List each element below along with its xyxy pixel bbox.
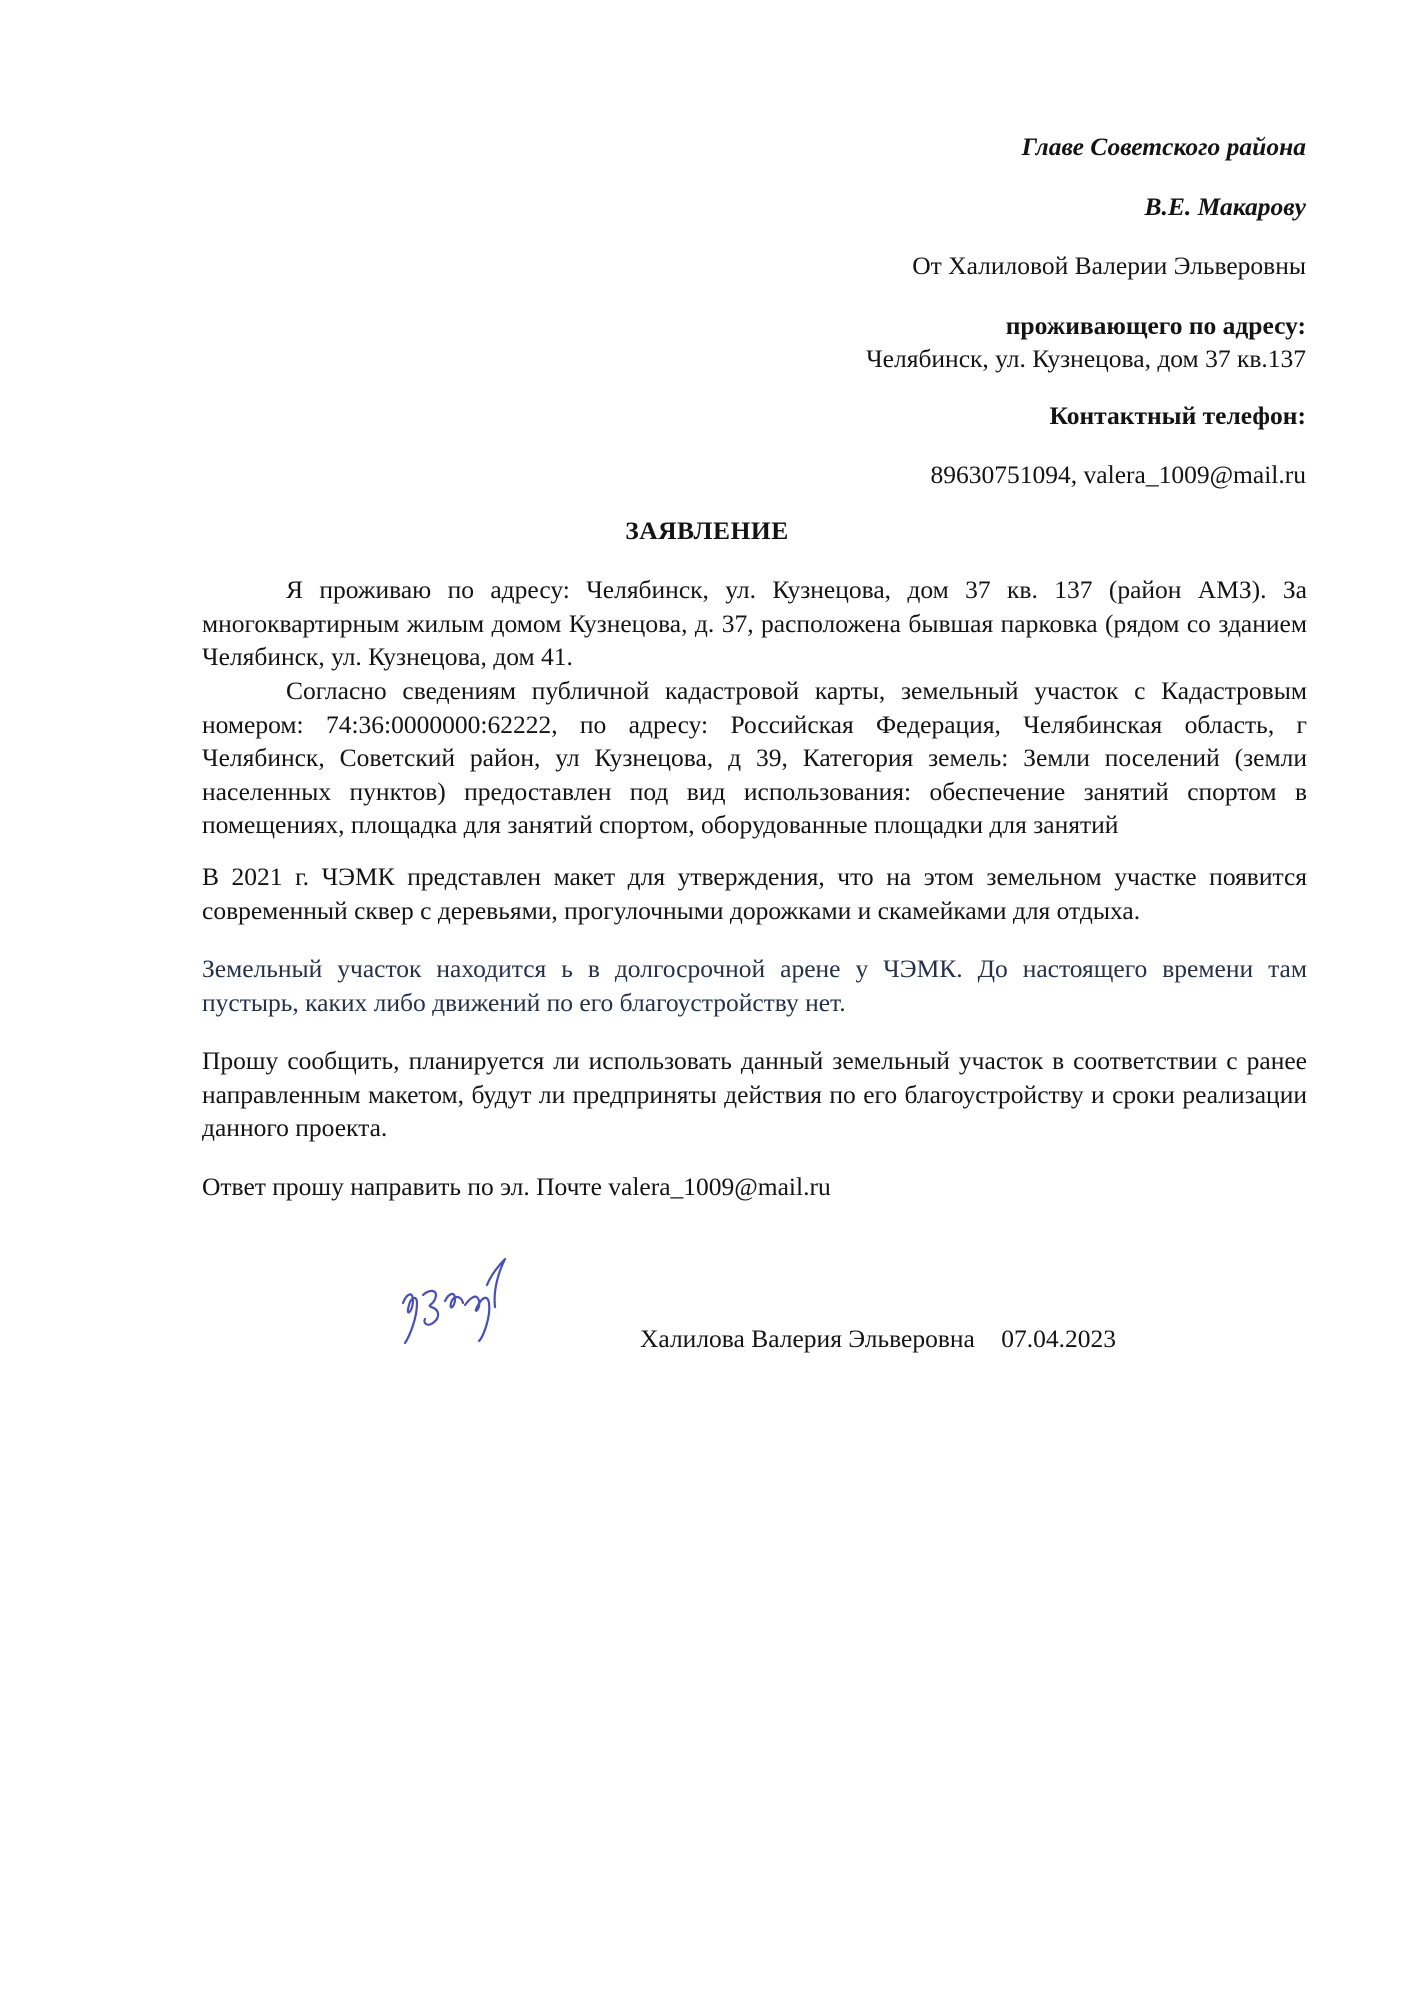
paragraph-3: В 2021 г. ЧЭМК представлен макет для утверждения, что на этом земельном участке появится современный сквер с деревьями, прогулочными дорожками и скамейками для отдыха. [202, 862, 1307, 925]
signature-name: Халилова Валерия Эльверовна [640, 1324, 975, 1353]
addressee-line-4: проживающего по адресу: [1005, 311, 1306, 340]
signature-block [640, 1324, 1116, 1354]
addressee-line-1: Главе Советского района [1021, 132, 1306, 161]
paragraph-4: Земельный участок находится ь в долгосрочной арене у ЧЭМК. До настоящего времени там пустырь, каких либо движений по его благоустройству нет. [202, 954, 1307, 1017]
addressee-line-3: От Халиловой Валерии Эльверовны [912, 251, 1306, 280]
addressee-line-7: 89630751094, valera_1009@mail.ru [930, 460, 1306, 489]
paragraph-1: Я проживаю по адресу: Челябинск, ул. Кузнецова, дом 37 кв. 137 (район АМЗ). За многоквартирным жилым домом Кузнецова, д. 37, расположена бывшая парковка (рядом со зданием Челябинск, ул. Кузнецова, дом 41. [202, 575, 1307, 671]
addressee-line-2: В.Е. Макарову [1144, 192, 1306, 221]
paragraph-6: Ответ прошу направить по эл. Почте valera_1009@mail.ru [202, 1172, 831, 1201]
addressee-line-5: Челябинск, ул. Кузнецова, дом 37 кв.137 [866, 344, 1306, 373]
addressee-line-6: Контактный телефон: [1049, 401, 1306, 430]
signature-date: 07.04.2023 [1001, 1324, 1116, 1353]
document-title: ЗАЯВЛЕНИЕ [625, 516, 789, 545]
paragraph-5: Прошу сообщить, планируется ли использовать данный земельный участок в соответствии с ранее направленным макетом, будут ли предприняты действия по его благоустройству и сроки реализации данного проекта. [202, 1046, 1307, 1142]
paragraph-2: Согласно сведениям публичной кадастровой карты, земельный участок с Кадастровым номером: 74:36:0000000:62222, по адресу: Российская Федерация, Челябинская область, г Челябинск, Советский район, ул Кузнецова, д 39, Категория земель: Земли поселений (земли населенных пунктов) предоставлен под вид использования: обеспечение занятий спортом в помещениях, площадка для занятий спортом, оборудованные площадки для занятий [202, 676, 1307, 839]
handwritten-signature [395, 1245, 525, 1350]
